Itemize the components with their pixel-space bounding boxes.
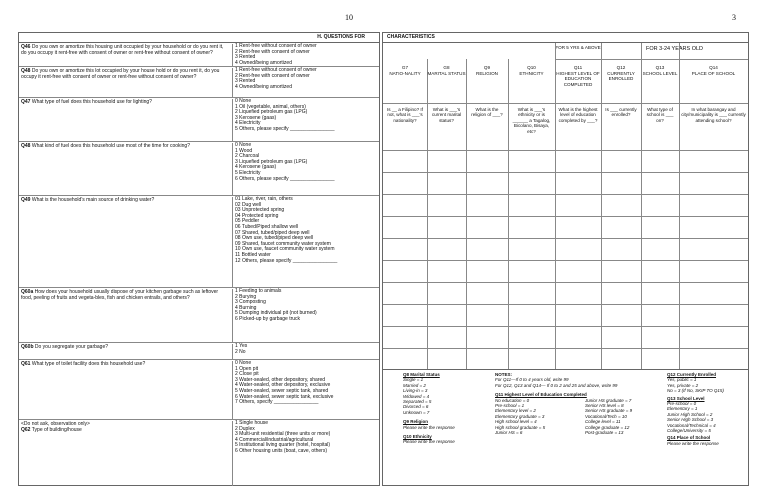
answer-option[interactable]: 5 Water-sealed, sewer septic tank, shared xyxy=(235,387,329,394)
question-row xyxy=(19,419,379,485)
legend-item: Junior HS graduate = 7 xyxy=(585,397,632,403)
row-divider xyxy=(383,194,748,195)
answer-option[interactable]: 3 Multi-unit residential (three units or more) xyxy=(235,431,331,438)
column-code: Q12 xyxy=(616,65,626,70)
column-divider xyxy=(601,43,602,369)
answer-option[interactable]: 1 Yes xyxy=(235,343,248,349)
answer-option[interactable]: 7 Others, specify ________________ xyxy=(235,399,319,406)
legend-item: Yes, private = 2 xyxy=(667,382,699,388)
questions-table xyxy=(18,32,380,486)
column-divider xyxy=(466,59,467,369)
column-code: Q10 xyxy=(527,65,536,70)
question-row xyxy=(19,141,379,195)
legend-item: College/University = 5 xyxy=(667,428,711,434)
answer-options xyxy=(232,68,378,98)
legend-item: Single = 1 xyxy=(403,377,424,383)
answer-options xyxy=(232,143,378,196)
notes-title: NOTES: xyxy=(495,372,513,377)
answer-option[interactable]: 1 Open pit xyxy=(235,365,259,372)
question-label: Type of building/house xyxy=(31,427,82,433)
answer-option[interactable]: 6 Others, please specify ________________ xyxy=(235,175,335,182)
q8-legend xyxy=(403,372,493,445)
answer-option[interactable]: 0 None xyxy=(235,360,252,366)
q9-title: Q9 Religion xyxy=(403,419,429,425)
column-question: What is the highest level of education completed by ___? xyxy=(558,107,598,123)
question-row xyxy=(19,43,379,66)
row-divider xyxy=(383,238,748,239)
answer-option[interactable]: 6 Water-sealed, sewer septic tank, exclusive xyxy=(235,393,334,400)
legend-item: Senior HS level = 8 xyxy=(585,403,624,409)
question-row xyxy=(19,359,379,419)
column-name: PLACE OF SCHOOL xyxy=(691,71,736,76)
header-divider xyxy=(383,103,748,104)
question-row xyxy=(19,342,379,359)
characteristics-table xyxy=(382,32,749,486)
column-code: Q14 xyxy=(709,65,718,70)
answer-option[interactable]: 5 Others, please specify ________________ xyxy=(235,125,335,132)
legend-item: High school level = 4 xyxy=(495,419,537,425)
column-divider xyxy=(555,43,556,369)
question-text xyxy=(21,421,229,433)
question-text xyxy=(21,44,229,56)
column-question: What is ___'s ethnicity or is ______ a Tagalog, Bicolano, Bisaya, etc? xyxy=(512,107,551,134)
row-divider xyxy=(383,216,748,217)
answer-option[interactable]: 10 Own use, faucet community water system xyxy=(235,246,335,253)
answer-option[interactable]: 4 Owned/being amortized xyxy=(235,83,292,90)
page-number-left: 10 xyxy=(345,13,353,22)
answer-option[interactable]: 3 Rented xyxy=(235,54,256,61)
q9-text: Please write the response xyxy=(403,424,455,430)
answer-option[interactable]: 1 Rent-free without consent of owner xyxy=(235,43,317,49)
answer-option[interactable]: 04 Protected spring xyxy=(235,212,279,219)
legend-item: No = 3 (If No, SKIP TO Q15) xyxy=(667,388,724,394)
column-divider xyxy=(679,43,680,369)
answer-option[interactable]: 4 Water-sealed, other depository, exclusive xyxy=(235,382,331,389)
question-text xyxy=(21,361,229,367)
answer-options xyxy=(232,421,378,486)
question-text xyxy=(21,197,229,203)
column-code: Q9 xyxy=(483,65,491,70)
legend-item: Post-graduate = 13 xyxy=(585,430,624,436)
answer-option[interactable]: 1 Oil (vegetable, animal, others) xyxy=(235,103,306,110)
answer-option[interactable]: 3 Liquefied petroleum gas (LPG) xyxy=(235,158,308,165)
answer-option[interactable]: 3 Rented xyxy=(235,78,256,85)
legend-item: Living-in = 3 xyxy=(403,388,428,394)
column-name: RELIGION xyxy=(476,71,498,76)
legend-item: Elementary graduate = 3 xyxy=(495,413,545,419)
answer-option[interactable]: 5 Institutional living quarter (hotel, hospital) xyxy=(235,442,331,449)
q13-title: Q13 School Level xyxy=(667,395,705,401)
question-id: Q49 xyxy=(21,197,31,203)
answer-option[interactable]: 1 Rent-free without consent of owner xyxy=(235,67,317,73)
row-divider xyxy=(383,348,748,349)
q14-title: Q14 Place of School xyxy=(667,435,711,441)
legend-item: Senior HS graduate = 9 xyxy=(585,408,633,414)
question-label: What type of toilet facility does this household use? xyxy=(31,361,146,367)
answer-option[interactable]: 2 Liquefied petroleum gas (LPG) xyxy=(235,109,308,116)
question-row xyxy=(19,66,379,97)
right-header: CHARACTERISTICS xyxy=(383,33,748,43)
answer-option[interactable]: 3 Water-sealed, other depository, shared xyxy=(235,376,326,383)
question-text xyxy=(21,289,229,301)
answer-options xyxy=(232,197,378,288)
column-question: What type of school is ___ on? xyxy=(646,107,674,123)
q11-title: Q11 Highest Level of Education Completed xyxy=(495,392,587,398)
legend-item: No education = 0 xyxy=(495,397,530,403)
answer-options xyxy=(232,99,378,142)
column-name: NATIO-NALITY xyxy=(389,71,421,76)
q8-title: Q8 Marital Status xyxy=(403,372,440,377)
answer-options xyxy=(232,361,378,420)
answer-option[interactable]: 6 Picked-up by garbage truck xyxy=(235,315,301,322)
column-divider xyxy=(427,59,428,369)
q10-text: Please write the response xyxy=(403,439,455,445)
legend-item: For Q11—If 0 to 4 years old, write 99 xyxy=(495,377,569,383)
legend-item: Divorced = 6 xyxy=(403,404,429,410)
answer-option[interactable]: 11 Bottled water xyxy=(235,251,271,258)
column-code: Q11 xyxy=(573,65,583,70)
answer-options xyxy=(232,44,378,67)
legend-item: Junior HS = 6 xyxy=(495,430,523,436)
question-id: Q61 xyxy=(21,361,31,367)
legend-item: Married = 2 xyxy=(403,382,426,388)
group-divider xyxy=(555,59,748,60)
column-name: HIGHEST LEVEL OF EDUCATION COMPLETED xyxy=(556,71,600,87)
question-label: Do you own or amortize this lot occupied by your house hold or do you rent it, do you occupy it rent-free with consent of owner or rent-free without consent of owner? xyxy=(21,68,220,80)
answer-option[interactable]: 3 Composting xyxy=(235,299,266,306)
column-name: ETHNICITY xyxy=(519,71,544,76)
column-divider xyxy=(508,59,509,369)
left-header: H. QUESTIONS FOR xyxy=(19,33,379,43)
column-name: CURRENTLY ENROLLED xyxy=(607,71,635,82)
legend-item: College level = 11 xyxy=(585,419,621,425)
answer-option[interactable]: 1 Feeding to animals xyxy=(235,288,282,294)
question-label: Do you segregate your garbage? xyxy=(34,344,109,350)
answer-option[interactable]: 4 Commercial/industrial/agricultural xyxy=(235,436,314,443)
answer-option[interactable]: 4 Electricity xyxy=(235,120,261,127)
row-divider xyxy=(383,260,748,261)
row-divider xyxy=(383,150,748,151)
legend-item: Senior High School = 3 xyxy=(667,417,714,423)
question-text xyxy=(21,143,229,149)
notes-block xyxy=(495,372,665,436)
question-text xyxy=(21,344,229,350)
answer-option[interactable]: 2 Rent-free with consent of owner xyxy=(235,48,310,55)
question-id: Q47 xyxy=(21,99,31,105)
question-id: Q48 xyxy=(21,68,31,74)
answer-option[interactable]: 6 Other housing units (boat, cave, others) xyxy=(235,447,327,454)
answer-option[interactable]: 1 Single house xyxy=(235,420,269,426)
legend-item: College graduate = 12 xyxy=(585,424,630,430)
column-question: What is the religion of ___? xyxy=(471,107,503,118)
legend-item: For Q12, Q13 and Q14— If 0 to 2 and 25 and above, write 99 xyxy=(495,382,618,388)
answer-option[interactable]: 0 None xyxy=(235,142,252,148)
legend-item: Elementary level = 2 xyxy=(495,408,536,414)
question-label: What type of fuel does this household use for lighting? xyxy=(31,99,152,105)
question-note: <Do not ask, observation only> xyxy=(21,421,90,427)
column-question: Is __ a Filipino? If not, what is ___'s nationality? xyxy=(386,107,423,123)
q10-title: Q10 Ethnicity xyxy=(403,434,432,440)
question-text xyxy=(21,99,229,105)
column-question: Is ___ currently enrolled? xyxy=(605,107,637,118)
answer-option[interactable]: 12 Others, please specify ________________ xyxy=(235,257,338,264)
answer-option[interactable]: 2 Burying xyxy=(235,293,257,300)
page-number-right: 3 xyxy=(732,13,736,22)
row-divider xyxy=(383,304,748,305)
answer-option[interactable]: 1 Wood xyxy=(235,147,253,154)
answer-option[interactable]: 01 Lake, river, rain, others xyxy=(235,196,293,202)
answer-option[interactable]: 4 Burning xyxy=(235,304,257,311)
answer-option[interactable]: 07 Shared, tubed/piped deep well xyxy=(235,229,310,236)
answer-option[interactable]: 2 Duplex xyxy=(235,425,255,432)
row-divider xyxy=(383,172,748,173)
legend-item: Pre-school = 1 xyxy=(495,403,525,409)
column-code: G7 xyxy=(401,65,409,70)
legend-item: Yes, public = 1 xyxy=(667,377,697,383)
answer-option[interactable]: 08 Own use, tubed/piped deep well xyxy=(235,235,314,242)
q14-text: Please write the response xyxy=(667,440,719,446)
row-divider xyxy=(383,326,748,327)
question-id: Q60a xyxy=(21,289,34,295)
answer-option[interactable]: 2 Rent-free with consent of owner xyxy=(235,72,310,79)
question-label: Do you own or amortize this housing unit occupied by your household or do you rent it, do you occupy it rent-free with consent of owner or rent-free without consent of owner? xyxy=(21,44,224,56)
answer-option[interactable]: 4 Owned/being amortized xyxy=(235,59,292,66)
row-divider xyxy=(383,282,748,283)
question-row xyxy=(19,97,379,141)
group-header-3-24: FOR 3-24 YEARS OLD xyxy=(645,46,704,52)
question-id: Q48 xyxy=(21,143,31,149)
legend-item: Vocational/Tech = 10 xyxy=(585,413,627,419)
answer-option[interactable]: 09 Shared, faucet community water system xyxy=(235,240,331,247)
question-label: What is the household's main source of drinking water? xyxy=(31,197,155,203)
column-code: Q13 xyxy=(655,65,665,70)
column-name: SCHOOL LEVEL xyxy=(642,71,678,76)
question-id: Q62 xyxy=(21,427,31,433)
legend-item: Separated = 5 xyxy=(403,399,432,405)
question-row xyxy=(19,195,379,287)
answer-option[interactable]: 5 Electricity xyxy=(235,169,261,176)
answer-option[interactable]: 3 Kerosene (gaas) xyxy=(235,114,277,121)
column-question: What is ___'s current marital status? xyxy=(431,107,462,123)
answer-option[interactable]: 2 No xyxy=(235,348,246,355)
answer-option[interactable]: 2 Charcoal xyxy=(235,153,260,160)
legend-item: Junior High School = 2 xyxy=(667,411,713,417)
question-label: How does your household usually dispose of your kitchen garbage such as leftover food, peeling of fruits and vegeta-bles, fish and chicken entrails, and others? xyxy=(21,289,219,301)
answer-option[interactable]: 0 None xyxy=(235,98,252,104)
question-id: Q46 xyxy=(21,44,31,50)
answer-options xyxy=(232,344,378,360)
legend-item: Pre-school = 0 xyxy=(667,401,697,407)
notes-panel xyxy=(383,369,748,485)
answer-option[interactable]: 2 Close pit xyxy=(235,371,259,378)
column-divider xyxy=(641,43,642,369)
question-row xyxy=(19,287,379,342)
legend-item: Vocational/Technical = 4 xyxy=(667,422,716,428)
question-id: Q60b xyxy=(21,344,34,350)
answer-option[interactable]: 05 Peddler xyxy=(235,218,260,225)
answer-option[interactable]: 4 Kerosene (gaas) xyxy=(235,164,277,171)
answer-options xyxy=(232,289,378,343)
question-label: What kind of fuel does this household use most of the time for cooking? xyxy=(31,143,190,149)
column-question: In what barangay and city/municipality is ___ currently attending school? xyxy=(681,107,746,123)
column-name: MARITAL STATUS xyxy=(427,71,466,76)
legend-item: Unknown = 7 xyxy=(403,409,430,415)
column-code: G8 xyxy=(443,65,450,70)
legend-item: Widowed = 4 xyxy=(403,393,430,399)
question-text xyxy=(21,68,229,80)
answer-option[interactable]: 5 Dumping individual pit (not burned) xyxy=(235,310,317,317)
legend-item: High school graduate = 5 xyxy=(495,424,546,430)
answer-option[interactable]: 02 Dug well xyxy=(235,201,262,208)
legend-item: Elementary = 1 xyxy=(667,406,698,412)
q12-q14-legend xyxy=(667,372,747,446)
group-header-5yrs: FOR 5 YRS & ABOVE xyxy=(555,45,601,50)
answer-option[interactable]: 03 Unprotected spring xyxy=(235,207,285,214)
answer-option[interactable]: 06 Tubed/Piped shallow well xyxy=(235,223,299,230)
q12-title: Q12 Currently Enrolled xyxy=(667,372,717,377)
